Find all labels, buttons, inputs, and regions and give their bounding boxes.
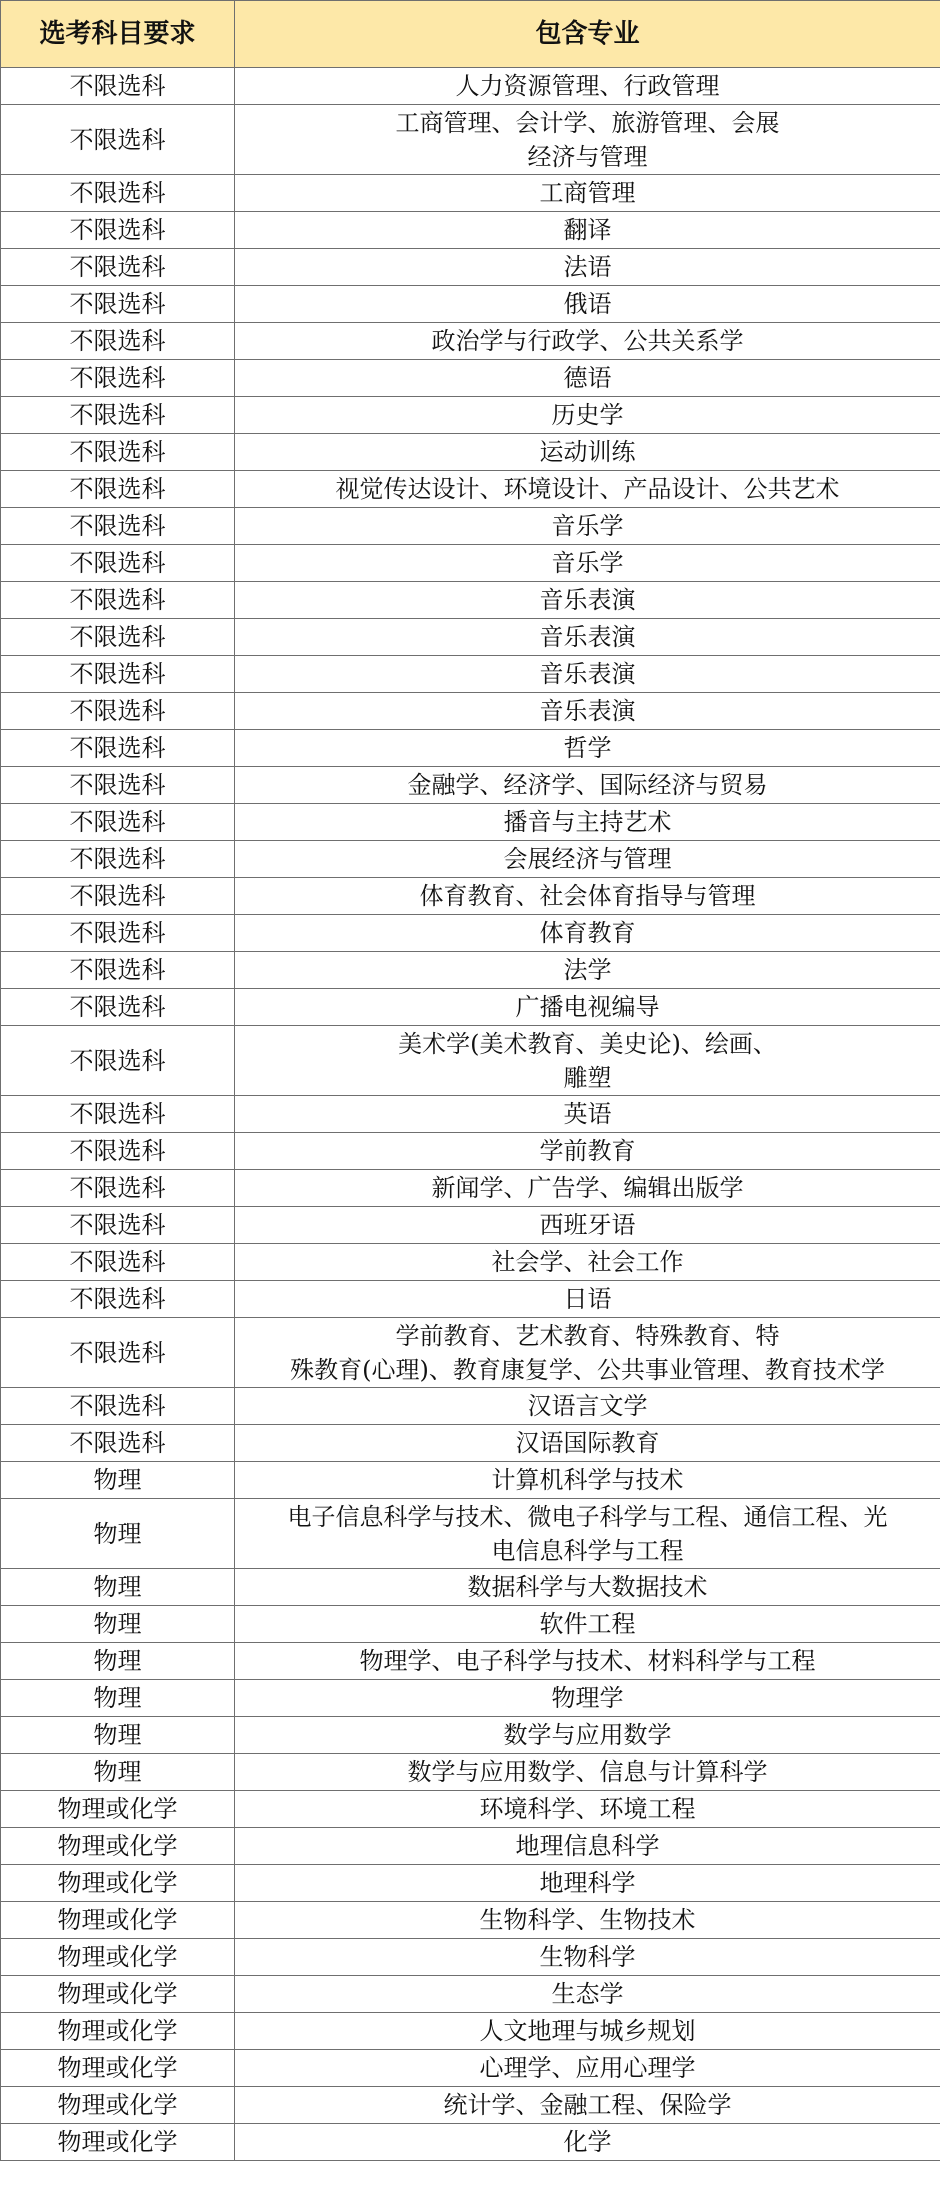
subject-requirement-cell: 不限选科 — [1, 249, 235, 286]
majors-line: 音乐学 — [551, 512, 624, 540]
majors-line: 学前教育 — [539, 1137, 636, 1165]
majors-cell — [235, 989, 940, 1026]
majors-line: 工商管理 — [539, 179, 636, 207]
majors-line: 广播电视编导 — [515, 993, 660, 1021]
majors-cell — [235, 397, 940, 434]
subject-requirement-cell: 不限选科 — [1, 730, 235, 767]
majors-line: 音乐表演 — [539, 697, 636, 725]
subject-requirement-cell: 不限选科 — [1, 989, 235, 1026]
table-row — [1, 1133, 940, 1170]
majors-cell — [235, 1717, 940, 1754]
majors-line: 汉语国际教育 — [515, 1429, 660, 1457]
majors-line: 日语 — [563, 1285, 612, 1313]
majors-cell — [235, 1318, 940, 1388]
table-row — [1, 286, 940, 323]
subject-requirement-cell: 不限选科 — [1, 915, 235, 952]
subject-requirement-cell: 不限选科 — [1, 1281, 235, 1318]
table-row — [1, 1643, 940, 1680]
subject-requirement-cell: 物理或化学 — [1, 2050, 235, 2087]
subject-requirement-cell: 不限选科 — [1, 286, 235, 323]
subject-requirement-cell: 不限选科 — [1, 1170, 235, 1207]
majors-line: 运动训练 — [539, 438, 636, 466]
subject-requirement-cell: 物理或化学 — [1, 2087, 235, 2124]
table-row — [1, 471, 940, 508]
table-row — [1, 1939, 940, 1976]
majors-line: 法语 — [563, 253, 612, 281]
majors-cell — [235, 2050, 940, 2087]
majors-line: 美术学(美术教育、美史论)、绘画、 — [398, 1029, 777, 1058]
subject-requirement-cell: 不限选科 — [1, 619, 235, 656]
majors-line: 学前教育、艺术教育、特殊教育、特 — [395, 1321, 780, 1350]
majors-line: 地理信息科学 — [515, 1832, 660, 1860]
majors-cell — [235, 2124, 940, 2161]
table-row — [1, 1717, 940, 1754]
subject-requirement-cell: 不限选科 — [1, 804, 235, 841]
majors-cell — [235, 1026, 940, 1096]
majors-cell — [235, 1388, 940, 1425]
majors-line: 体育教育、社会体育指导与管理 — [419, 882, 756, 910]
subject-requirement-cell: 物理 — [1, 1606, 235, 1643]
majors-cell — [235, 1865, 940, 1902]
majors-line: 电子信息科学与技术、微电子科学与工程、通信工程、光 — [287, 1502, 888, 1531]
table-row — [1, 1170, 940, 1207]
majors-cell — [235, 952, 940, 989]
subject-requirement-cell: 物理 — [1, 1569, 235, 1606]
table-row — [1, 989, 940, 1026]
majors-cell — [235, 730, 940, 767]
majors-line: 哲学 — [563, 734, 612, 762]
table-row — [1, 323, 940, 360]
subject-requirement-cell: 不限选科 — [1, 360, 235, 397]
subject-requirement-cell: 不限选科 — [1, 212, 235, 249]
table-row — [1, 2013, 940, 2050]
subject-requirement-cell: 不限选科 — [1, 767, 235, 804]
majors-cell — [235, 286, 940, 323]
majors-cell — [235, 508, 940, 545]
majors-cell — [235, 1096, 940, 1133]
majors-line: 社会学、社会工作 — [491, 1248, 684, 1276]
table-row — [1, 656, 940, 693]
majors-line: 殊教育(心理)、教育康复学、公共事业管理、教育技术学 — [290, 1355, 885, 1384]
majors-line: 英语 — [563, 1100, 612, 1128]
subject-requirement-cell: 不限选科 — [1, 693, 235, 730]
majors-cell — [235, 619, 940, 656]
subject-requirement-cell: 不限选科 — [1, 1096, 235, 1133]
subject-requirement-cell: 物理或化学 — [1, 1902, 235, 1939]
subject-requirement-cell: 不限选科 — [1, 1244, 235, 1281]
majors-line: 俄语 — [563, 290, 612, 318]
subject-requirement-cell: 不限选科 — [1, 582, 235, 619]
table-row — [1, 1976, 940, 2013]
majors-line: 工商管理、会计学、旅游管理、会展 — [395, 108, 780, 137]
table-row — [1, 1754, 940, 1791]
majors-cell — [235, 1606, 940, 1643]
table-row — [1, 730, 940, 767]
majors-line: 政治学与行政学、公共关系学 — [431, 327, 744, 355]
table-row — [1, 175, 940, 212]
majors-cell — [235, 323, 940, 360]
majors-cell — [235, 1643, 940, 1680]
subject-requirement-cell: 不限选科 — [1, 841, 235, 878]
majors-cell — [235, 1828, 940, 1865]
majors-line: 雕塑 — [563, 1063, 612, 1092]
table-row — [1, 1207, 940, 1244]
subject-requirement-cell: 物理或化学 — [1, 2013, 235, 2050]
majors-cell — [235, 249, 940, 286]
majors-line: 金融学、经济学、国际经济与贸易 — [407, 771, 768, 799]
majors-cell — [235, 693, 940, 730]
majors-line: 心理学、应用心理学 — [479, 2054, 696, 2082]
table-row — [1, 1902, 940, 1939]
table-row — [1, 434, 940, 471]
majors-cell — [235, 656, 940, 693]
subject-requirement-cell: 不限选科 — [1, 397, 235, 434]
majors-cell — [235, 841, 940, 878]
table-row — [1, 804, 940, 841]
subject-requirement-cell: 物理 — [1, 1754, 235, 1791]
table-row — [1, 1499, 940, 1569]
majors-cell — [235, 582, 940, 619]
majors-line: 电信息科学与工程 — [491, 1536, 684, 1565]
table-row — [1, 619, 940, 656]
table-row — [1, 1281, 940, 1318]
majors-line: 环境科学、环境工程 — [479, 1795, 696, 1823]
majors-cell — [235, 2087, 940, 2124]
subject-requirement-cell: 物理或化学 — [1, 2124, 235, 2161]
table-row — [1, 1318, 940, 1388]
majors-line: 生物科学 — [539, 1943, 636, 1971]
subject-requirement-cell: 物理或化学 — [1, 1865, 235, 1902]
majors-cell — [235, 1425, 940, 1462]
majors-cell — [235, 1754, 940, 1791]
table-row — [1, 1388, 940, 1425]
majors-cell — [235, 68, 940, 105]
majors-cell — [235, 878, 940, 915]
table-row — [1, 249, 940, 286]
subject-requirement-cell: 不限选科 — [1, 1425, 235, 1462]
subject-requirement-cell: 不限选科 — [1, 1207, 235, 1244]
majors-cell — [235, 434, 940, 471]
subject-requirement-cell: 物理 — [1, 1643, 235, 1680]
table-row — [1, 360, 940, 397]
header-included-majors: 包含专业 — [235, 1, 940, 68]
majors-cell — [235, 545, 940, 582]
majors-cell — [235, 1976, 940, 2013]
table-row — [1, 1569, 940, 1606]
subject-requirement-cell: 不限选科 — [1, 1133, 235, 1170]
majors-line: 物理学 — [551, 1684, 624, 1712]
majors-cell — [235, 1569, 940, 1606]
table-row — [1, 1026, 940, 1096]
majors-line: 软件工程 — [539, 1610, 636, 1638]
subject-requirement-cell: 不限选科 — [1, 878, 235, 915]
subject-requirement-cell: 不限选科 — [1, 1318, 235, 1388]
table-row — [1, 1096, 940, 1133]
majors-line: 德语 — [563, 364, 612, 392]
table-row — [1, 212, 940, 249]
table-row — [1, 397, 940, 434]
majors-line: 统计学、金融工程、保险学 — [443, 2091, 732, 2119]
subject-requirement-cell: 不限选科 — [1, 952, 235, 989]
majors-cell — [235, 360, 940, 397]
majors-line: 体育教育 — [539, 919, 636, 947]
majors-cell — [235, 1281, 940, 1318]
majors-line: 物理学、电子科学与技术、材料科学与工程 — [359, 1647, 816, 1675]
table-row — [1, 1865, 940, 1902]
subject-requirement-cell: 不限选科 — [1, 1388, 235, 1425]
subject-requirement-cell: 不限选科 — [1, 105, 235, 175]
majors-line: 播音与主持艺术 — [503, 808, 672, 836]
majors-cell — [235, 175, 940, 212]
majors-line: 视觉传达设计、环境设计、产品设计、公共艺术 — [335, 475, 840, 503]
majors-line: 音乐表演 — [539, 586, 636, 614]
table-row — [1, 952, 940, 989]
subject-requirement-cell: 物理 — [1, 1680, 235, 1717]
majors-cell — [235, 915, 940, 952]
majors-cell — [235, 1499, 940, 1569]
majors-line: 新闻学、广告学、编辑出版学 — [431, 1174, 744, 1202]
majors-cell — [235, 105, 940, 175]
table-row — [1, 878, 940, 915]
majors-line: 数学与应用数学、信息与计算科学 — [407, 1758, 768, 1786]
majors-cell — [235, 1680, 940, 1717]
majors-line: 汉语言文学 — [527, 1392, 648, 1420]
majors-line: 生物科学、生物技术 — [479, 1906, 696, 1934]
subject-requirement-cell: 不限选科 — [1, 656, 235, 693]
table-row — [1, 693, 940, 730]
majors-line: 经济与管理 — [527, 142, 648, 171]
table-body — [1, 68, 940, 2161]
subject-requirement-cell: 不限选科 — [1, 508, 235, 545]
table-row — [1, 1462, 940, 1499]
majors-cell — [235, 471, 940, 508]
majors-line: 人力资源管理、行政管理 — [455, 72, 720, 100]
majors-line: 化学 — [563, 2128, 612, 2156]
table-row — [1, 545, 940, 582]
majors-line: 翻译 — [563, 216, 612, 244]
majors-line: 生态学 — [551, 1980, 624, 2008]
majors-cell — [235, 1462, 940, 1499]
table-row — [1, 2050, 940, 2087]
majors-cell — [235, 1133, 940, 1170]
subject-requirement-cell: 物理 — [1, 1717, 235, 1754]
subject-requirement-cell: 不限选科 — [1, 323, 235, 360]
majors-cell — [235, 804, 940, 841]
subject-requirement-cell: 不限选科 — [1, 175, 235, 212]
table-row — [1, 2124, 940, 2161]
majors-cell — [235, 1170, 940, 1207]
table-row — [1, 1244, 940, 1281]
majors-line: 地理科学 — [539, 1869, 636, 1897]
subject-requirement-cell: 物理或化学 — [1, 1976, 235, 2013]
table-row — [1, 767, 940, 804]
majors-line: 数据科学与大数据技术 — [467, 1573, 708, 1601]
table-row — [1, 2087, 940, 2124]
table-row — [1, 1828, 940, 1865]
table-row — [1, 841, 940, 878]
subject-requirement-cell: 物理 — [1, 1462, 235, 1499]
table-row — [1, 105, 940, 175]
subject-requirement-cell: 物理 — [1, 1499, 235, 1569]
majors-cell — [235, 1207, 940, 1244]
majors-line: 历史学 — [551, 401, 624, 429]
majors-line: 人文地理与城乡规划 — [479, 2017, 696, 2045]
majors-line: 会展经济与管理 — [503, 845, 672, 873]
subject-requirement-cell: 物理或化学 — [1, 1939, 235, 1976]
majors-cell — [235, 1902, 940, 1939]
majors-line: 音乐表演 — [539, 660, 636, 688]
table-row — [1, 915, 940, 952]
header-subject-requirement: 选考科目要求 — [1, 1, 235, 68]
subject-requirement-cell: 不限选科 — [1, 1026, 235, 1096]
majors-line: 法学 — [563, 956, 612, 984]
header-row — [1, 1, 940, 68]
majors-line: 数学与应用数学 — [503, 1721, 672, 1749]
majors-line: 音乐表演 — [539, 623, 636, 651]
majors-cell — [235, 1244, 940, 1281]
majors-line: 计算机科学与技术 — [491, 1466, 684, 1494]
table-row — [1, 1425, 940, 1462]
majors-cell — [235, 2013, 940, 2050]
majors-cell — [235, 1791, 940, 1828]
subject-requirement-cell: 不限选科 — [1, 434, 235, 471]
majors-line: 音乐学 — [551, 549, 624, 577]
table-row — [1, 1680, 940, 1717]
table-row — [1, 1791, 940, 1828]
subject-requirement-cell: 不限选科 — [1, 545, 235, 582]
subject-requirement-cell: 物理或化学 — [1, 1828, 235, 1865]
majors-cell — [235, 1939, 940, 1976]
table-row — [1, 1606, 940, 1643]
majors-cell — [235, 212, 940, 249]
majors-cell — [235, 767, 940, 804]
table-row — [1, 582, 940, 619]
majors-line: 西班牙语 — [539, 1211, 636, 1239]
table-row — [1, 508, 940, 545]
subject-requirement-cell: 不限选科 — [1, 471, 235, 508]
subject-requirement-cell: 物理或化学 — [1, 1791, 235, 1828]
table-row — [1, 68, 940, 105]
subject-requirement-cell: 不限选科 — [1, 68, 235, 105]
